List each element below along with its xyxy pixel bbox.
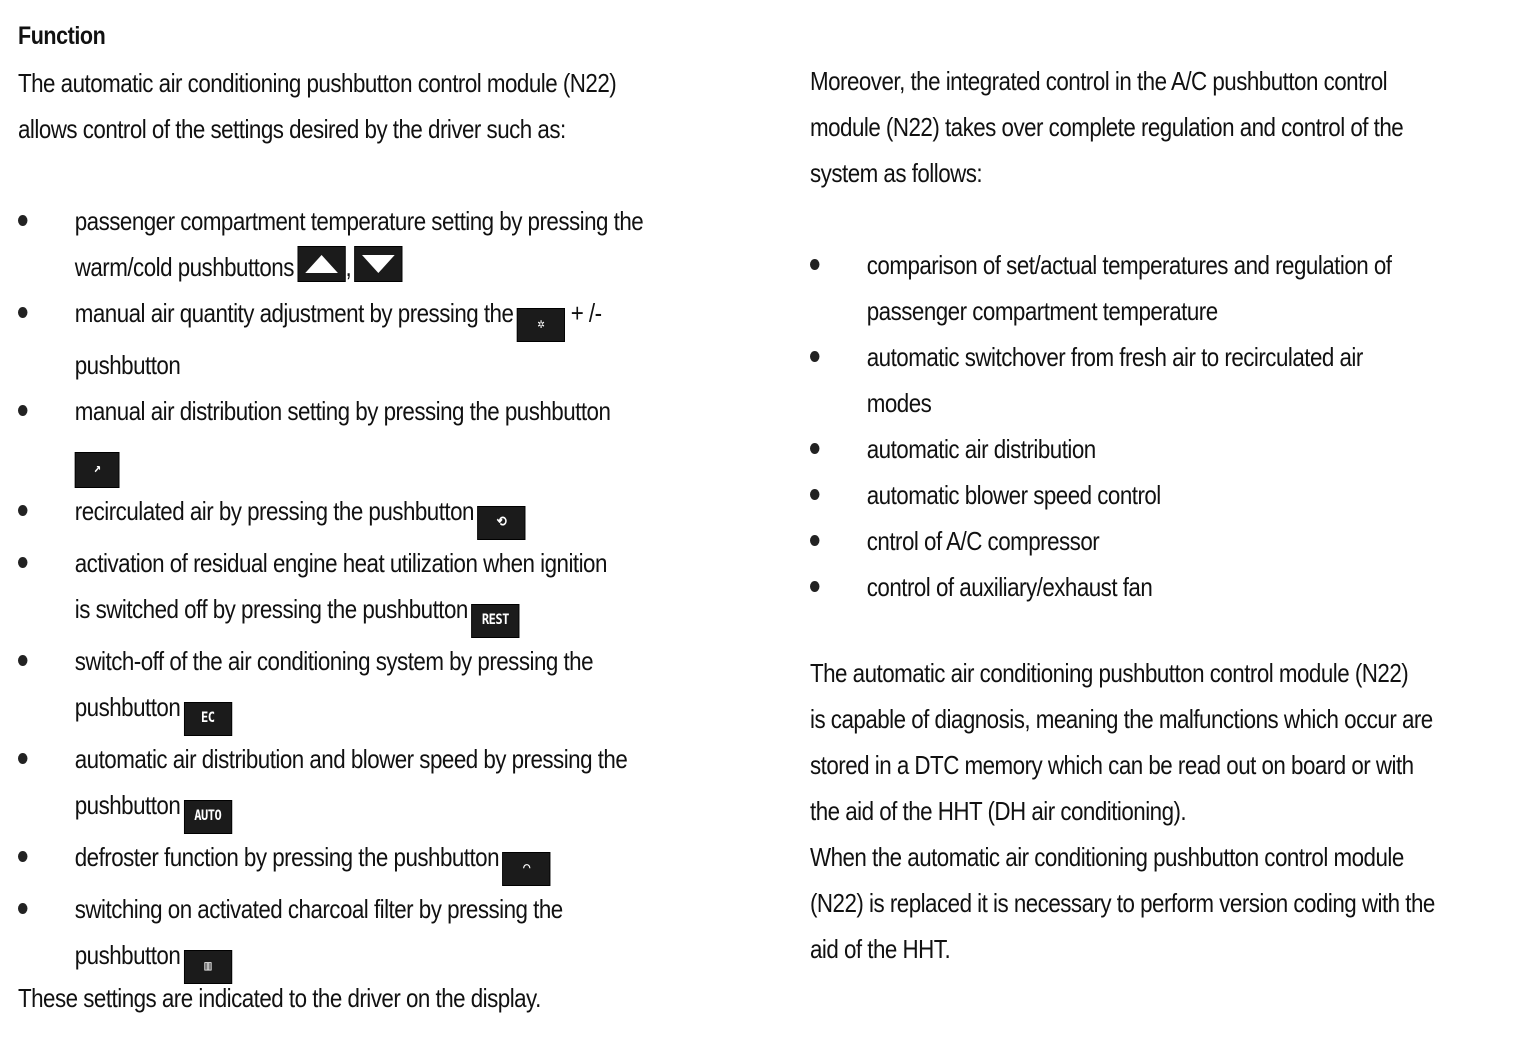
charcoal-filter-icon: ▥	[184, 950, 232, 984]
bullet-icon	[810, 443, 819, 454]
bullet-text	[75, 244, 643, 290]
bullet-icon	[18, 307, 27, 318]
bullet-text: cntrol of A/C compressor	[866, 526, 1100, 556]
right-intro-line: Moreover, the integrated control in the A/C pushbutton control	[810, 66, 1388, 96]
bullet-text-part: manual air quantity adjustment by pressing the	[74, 298, 514, 328]
paragraph-line: When the automatic air conditioning pushbutton control module	[810, 842, 1404, 872]
bullet-icon	[18, 215, 27, 226]
bullet-icon	[810, 489, 819, 500]
right-intro-line: module (N22) takes over complete regulation and control of the	[810, 112, 1404, 142]
bullet-text	[75, 782, 643, 834]
left-bullet-list	[18, 198, 643, 984]
warm-up-arrow-icon	[297, 246, 345, 282]
list-item	[18, 290, 643, 388]
paragraph-line: (N22) is replaced it is necessary to perform version coding with the	[810, 888, 1435, 918]
bullet-text: control of auxiliary/exhaust fan	[866, 572, 1153, 602]
bullet-text-part: is switched off by pressing the pushbutton	[74, 594, 468, 624]
bullet-icon	[18, 405, 27, 416]
bullet-text	[75, 834, 643, 886]
bullet-text: passenger compartment temperature	[866, 296, 1218, 326]
bullet-icon	[18, 753, 27, 764]
bullet-icon	[810, 351, 819, 362]
bullet-text-part: defroster function by pressing the pushbutton	[74, 842, 500, 872]
bullet-text: switch-off of the air conditioning system by pressing the	[74, 646, 594, 676]
list-item	[18, 834, 643, 886]
bullet-text: automatic switchover from fresh air to recirculated air	[866, 342, 1363, 372]
bullet-text	[75, 684, 643, 736]
bullet-text: comparison of set/actual temperatures and regulation of	[866, 250, 1392, 280]
paragraph-line: aid of the HHT.	[810, 934, 951, 964]
bullet-text: automatic blower speed control	[866, 480, 1161, 510]
bullet-icon	[18, 505, 27, 516]
paragraph-line: stored in a DTC memory which can be read out on board or with	[810, 750, 1414, 780]
left-intro-line: The automatic air conditioning pushbutton control module (N22)	[18, 68, 617, 98]
fan-icon: ✲	[517, 308, 565, 342]
right-diagnosis-paragraph	[810, 650, 1435, 972]
list-item	[18, 388, 643, 488]
bullet-text-part: recirculated air by pressing the pushbutton	[74, 496, 474, 526]
bullet-text: manual air distribution setting by pressing the pushbutton	[74, 396, 611, 426]
list-item	[810, 242, 1391, 334]
bullet-icon	[810, 535, 819, 546]
bullet-text: automatic air distribution	[866, 434, 1096, 464]
list-item	[810, 426, 1391, 472]
list-item	[18, 736, 643, 834]
bullet-text-part: + /-	[570, 298, 602, 328]
recirculation-car-icon: ⟲	[477, 506, 525, 540]
bullet-text: automatic air distribution and blower speed by pressing the	[74, 744, 628, 774]
bullet-text-part: warm/cold pushbuttons	[74, 252, 294, 282]
right-bullet-list	[810, 242, 1391, 610]
bullet-text	[75, 488, 643, 540]
bullet-icon	[810, 581, 819, 592]
list-item	[18, 638, 643, 736]
paragraph-line: is capable of diagnosis, meaning the malfunctions which occur are	[810, 704, 1433, 734]
list-item	[18, 886, 643, 984]
auto-button-icon: AUTO	[184, 800, 232, 834]
bullet-icon	[18, 903, 27, 914]
paragraph-line: the aid of the HHT (DH air conditioning).	[810, 796, 1187, 826]
bullet-text: activation of residual engine heat utilization when ignition	[74, 548, 607, 578]
list-item	[18, 488, 643, 540]
list-item	[810, 334, 1391, 426]
paragraph-line: The automatic air conditioning pushbutton control module (N22)	[810, 658, 1409, 688]
list-item	[810, 564, 1391, 610]
cold-down-arrow-icon	[355, 246, 403, 282]
air-distribution-icon: ↗	[75, 452, 120, 488]
bullet-icon	[18, 655, 27, 666]
left-intro	[18, 60, 616, 152]
bullet-text-part: pushbutton	[74, 940, 181, 970]
bullet-text: passenger compartment temperature setting by pressing the	[74, 206, 644, 236]
bullet-text: pushbutton	[74, 350, 181, 380]
left-footer: These settings are indicated to the driver on the display.	[18, 983, 541, 1013]
list-item	[18, 540, 643, 638]
section-heading: Function	[18, 22, 106, 50]
bullet-icon	[18, 851, 27, 862]
ec-button-icon: EC	[184, 702, 232, 736]
left-intro-line: allows control of the settings desired by the driver such as:	[18, 114, 566, 144]
list-item	[810, 472, 1391, 518]
list-item	[810, 518, 1391, 564]
list-item	[18, 198, 643, 290]
bullet-icon	[18, 557, 27, 568]
right-intro	[810, 58, 1403, 196]
rest-button-icon: REST	[471, 604, 519, 638]
bullet-text: modes	[866, 388, 932, 418]
bullet-icon	[810, 259, 819, 270]
defroster-icon: ◠	[502, 852, 550, 886]
bullet-text-part: pushbutton	[74, 692, 181, 722]
bullet-text	[75, 434, 643, 488]
bullet-text: switching on activated charcoal filter by pressing the	[74, 894, 563, 924]
bullet-text-part: pushbutton	[74, 790, 181, 820]
separator: ,	[345, 252, 352, 282]
bullet-text	[75, 586, 643, 638]
bullet-text	[75, 290, 643, 342]
right-intro-line: system as follows:	[810, 158, 983, 188]
